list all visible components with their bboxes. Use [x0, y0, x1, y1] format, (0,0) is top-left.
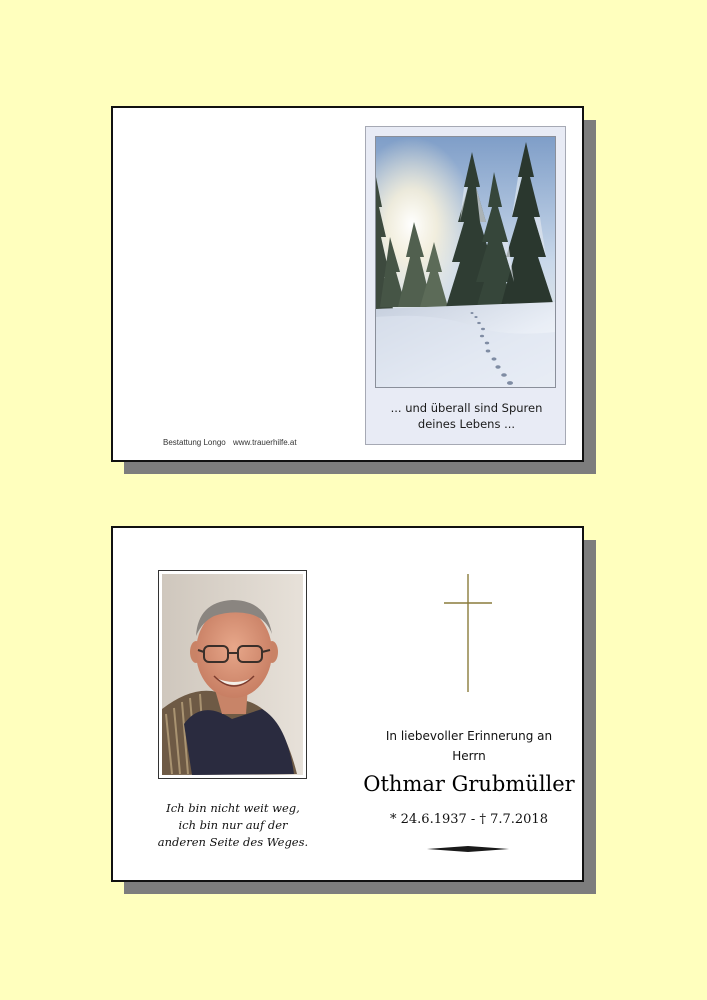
snowy-forest-image	[376, 137, 555, 387]
verse-line-2: ich bin nur auf der	[178, 818, 288, 832]
front-quote-line-2: deines Lebens ...	[417, 417, 516, 431]
memory-intro-line-1: In liebevoller Erinnerung an	[385, 729, 553, 743]
inside-card	[111, 526, 584, 882]
snowy-forest-photo	[375, 136, 556, 388]
verse-line-1: Ich bin nicht weit weg,	[166, 801, 300, 815]
front-card	[111, 106, 584, 462]
portrait-frame	[158, 570, 307, 779]
memory-intro-line-2: Herrn	[452, 749, 486, 763]
life-dates: * 24.6.1937 - † 7.7.2018	[390, 812, 548, 827]
verse-line-3: anderen Seite des Weges.	[157, 835, 309, 849]
cross-icon	[443, 574, 493, 694]
memory-intro	[353, 726, 585, 766]
front-quote	[366, 400, 567, 432]
publisher-line	[163, 438, 297, 447]
front-cover-panel	[365, 126, 566, 445]
verse	[138, 800, 328, 851]
deceased-name: Othmar Grubmüller	[363, 772, 575, 796]
publisher-website: www.trauerhilfe.at	[232, 438, 297, 447]
front-quote-line-1: ... und überall sind Spuren	[390, 401, 543, 415]
ornament-divider-icon	[427, 844, 509, 854]
publisher-name: Bestattung Longo	[163, 438, 226, 447]
portrait-photo	[162, 574, 303, 775]
